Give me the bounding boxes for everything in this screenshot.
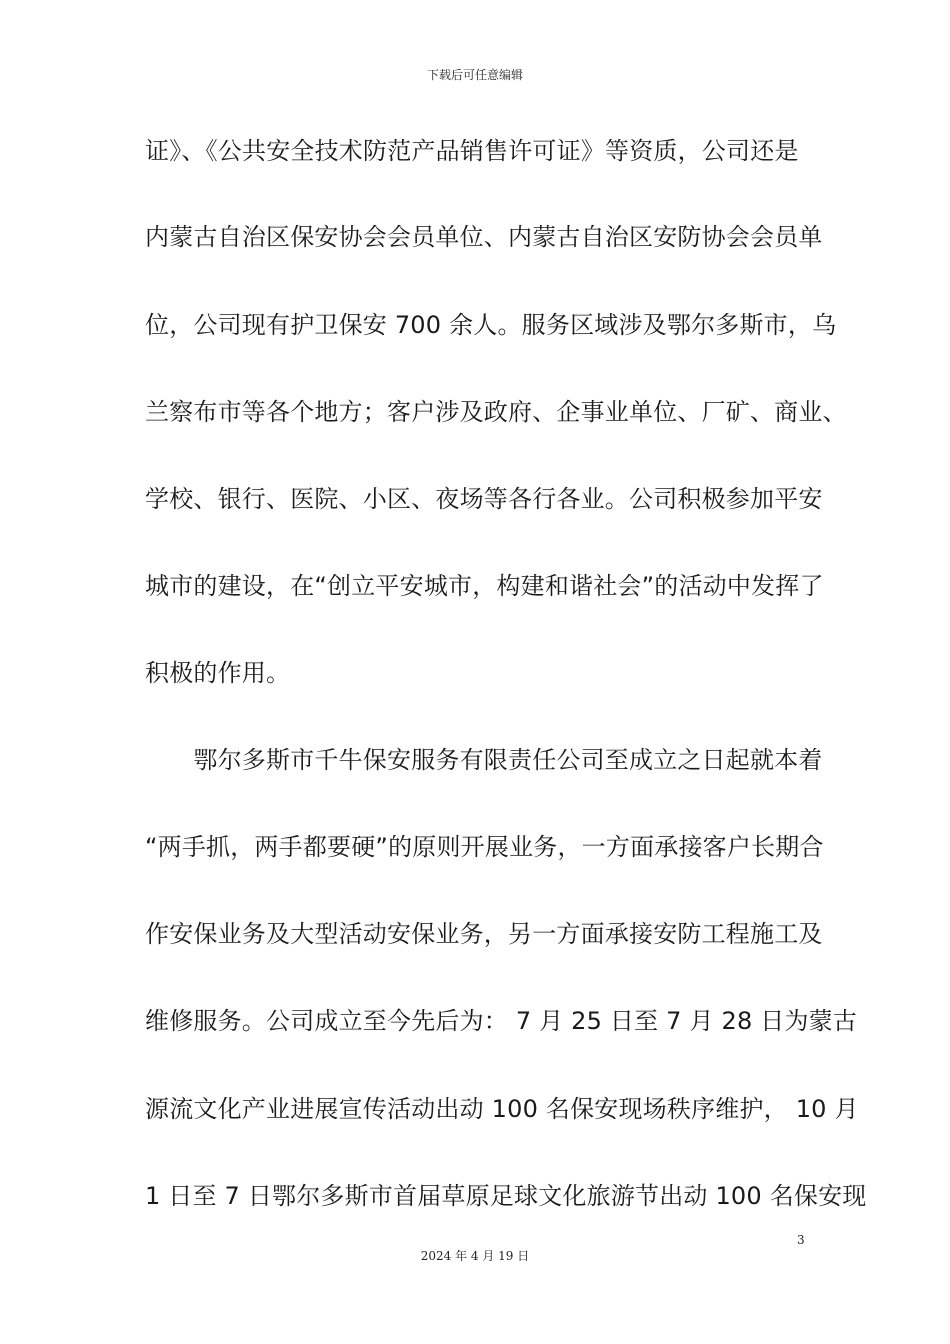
text-line-7: 积极的作用。	[145, 659, 291, 687]
text-line-6: 城市的建设，在“创立平安城市，构建和谐社会”的活动中发挥了	[145, 572, 824, 600]
text-line-5: 学校、银行、医院、小区、夜场等各行各业。公司积极参加平安	[145, 485, 823, 513]
text-line-10: 作安保业务及大型活动安保业务，另一方面承接安防工程施工及	[145, 920, 823, 948]
text-line-4: 兰察布市等各个地方；客户涉及政府、企事业单位、厂矿、商业、	[145, 398, 847, 426]
page-header: 下载后可任意编辑	[426, 68, 523, 82]
page-number: 3	[797, 1233, 805, 1247]
text-line-9: “两手抓，两手都要硬”的原则开展业务，一方面承接客户长期合	[145, 833, 824, 861]
text-line-12: 源流文化产业进展宣传活动出动 100 名保安现场秩序维护， 10 月	[145, 1095, 859, 1123]
text-line-2: 内蒙古自治区保安协会会员单位、内蒙古自治区安防协会会员单	[145, 223, 823, 251]
text-line-3: 位，公司现有护卫保安 700 余人。服务区域涉及鄂尔多斯市，乌	[145, 311, 837, 339]
text-line-13: 1 日至 7 日鄂尔多斯市首届草原足球文化旅游节出动 100 名保安现	[145, 1182, 867, 1210]
page-footer-date: 2024 年 4 月 19 日	[420, 1249, 530, 1263]
text-line-1: 证》、《公共安全技术防范产品销售许可证》等资质，公司还是	[145, 137, 799, 165]
text-line-11: 维修服务。公司成立至今先后为： 7 月 25 日至 7 月 28 日为蒙古	[145, 1007, 858, 1035]
text-line-8: 鄂尔多斯市千牛保安服务有限责任公司至成立之日起就本着	[145, 746, 823, 774]
